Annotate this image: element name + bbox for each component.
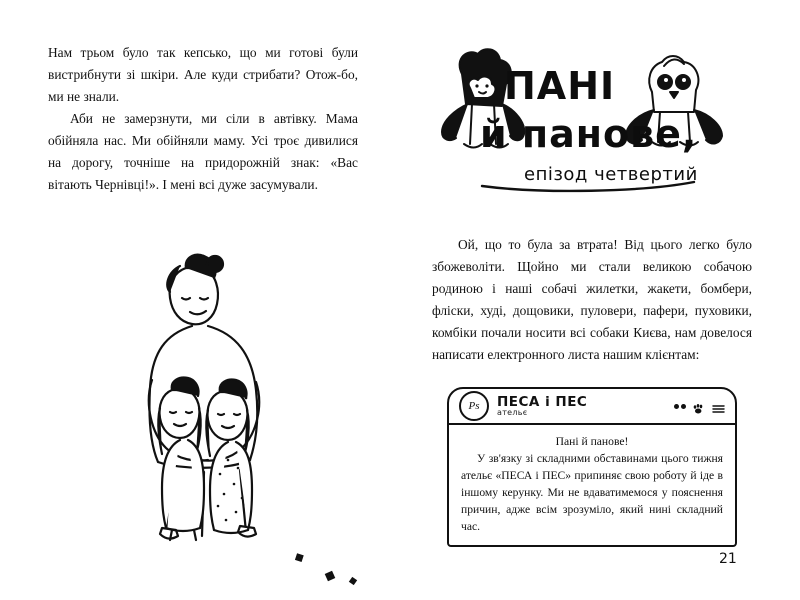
atelier-subtitle: ательє (497, 407, 528, 417)
chapter-title-line1: ПАНІ (504, 64, 616, 108)
email-card-header (449, 389, 735, 425)
email-greeting: Пані й панове! (555, 435, 629, 448)
right-column (432, 36, 752, 196)
paragraph: Нам трьом було так кепсько, що ми готові були вистрибнути зі шкіри. Але куди стрибати? Отож-бо, ми не знали. (48, 45, 358, 104)
chapter-subtitle: епізод четвертий (524, 164, 698, 185)
atelier-name: ПЕСА і ПЕС (497, 393, 588, 410)
left-text-column (48, 42, 358, 196)
atelier-logo-icon: Ps (459, 391, 489, 421)
paw-icon[interactable] (693, 401, 705, 411)
chapter-title-block (432, 36, 752, 196)
page-number: 21 (719, 551, 737, 567)
eyes-icon[interactable] (674, 404, 686, 409)
email-card (447, 387, 737, 547)
email-card-titles (497, 395, 587, 418)
email-card-actions (674, 401, 725, 411)
left-body-text (48, 42, 358, 196)
confetti-specks (290, 548, 370, 588)
hamburger-menu-icon[interactable] (712, 401, 725, 411)
mother-and-children-illustration (100, 248, 320, 548)
chapter-title-line2: й панове, (480, 112, 698, 156)
email-body-text: У зв'язку зі складними обставинами цього тижня ательє «ПЕСА і ПЕС» припиняє свою роботу й іде в іншому керунку. Ми не вдаватимемося у пояснення причин, адже всім зрозуміло, який нині складний час. (461, 452, 723, 533)
right-body-text (432, 234, 752, 366)
paragraph: Ой, що то була за втрата! Від цього легко було збожеволіти. Щойно ми стали великою собачою родиною і наші собачі жилетки, жакети, бомбери, фліски, худі, дощовики, пуловери, пафери, пуховики, комбіки почали носити всі собаки Києва, нам довелося написати електронного листа нашим клієнтам: (432, 237, 752, 362)
paragraph: Аби не замерзнути, ми сіли в автівку. Мама обійняла нас. Ми обійняли маму. Усі троє дивилися на дорогу, точніше на придорожній знак: «Вас вітають Чернівці!». І мені всі дуже засумували. (48, 111, 358, 192)
email-card-body (449, 425, 735, 535)
